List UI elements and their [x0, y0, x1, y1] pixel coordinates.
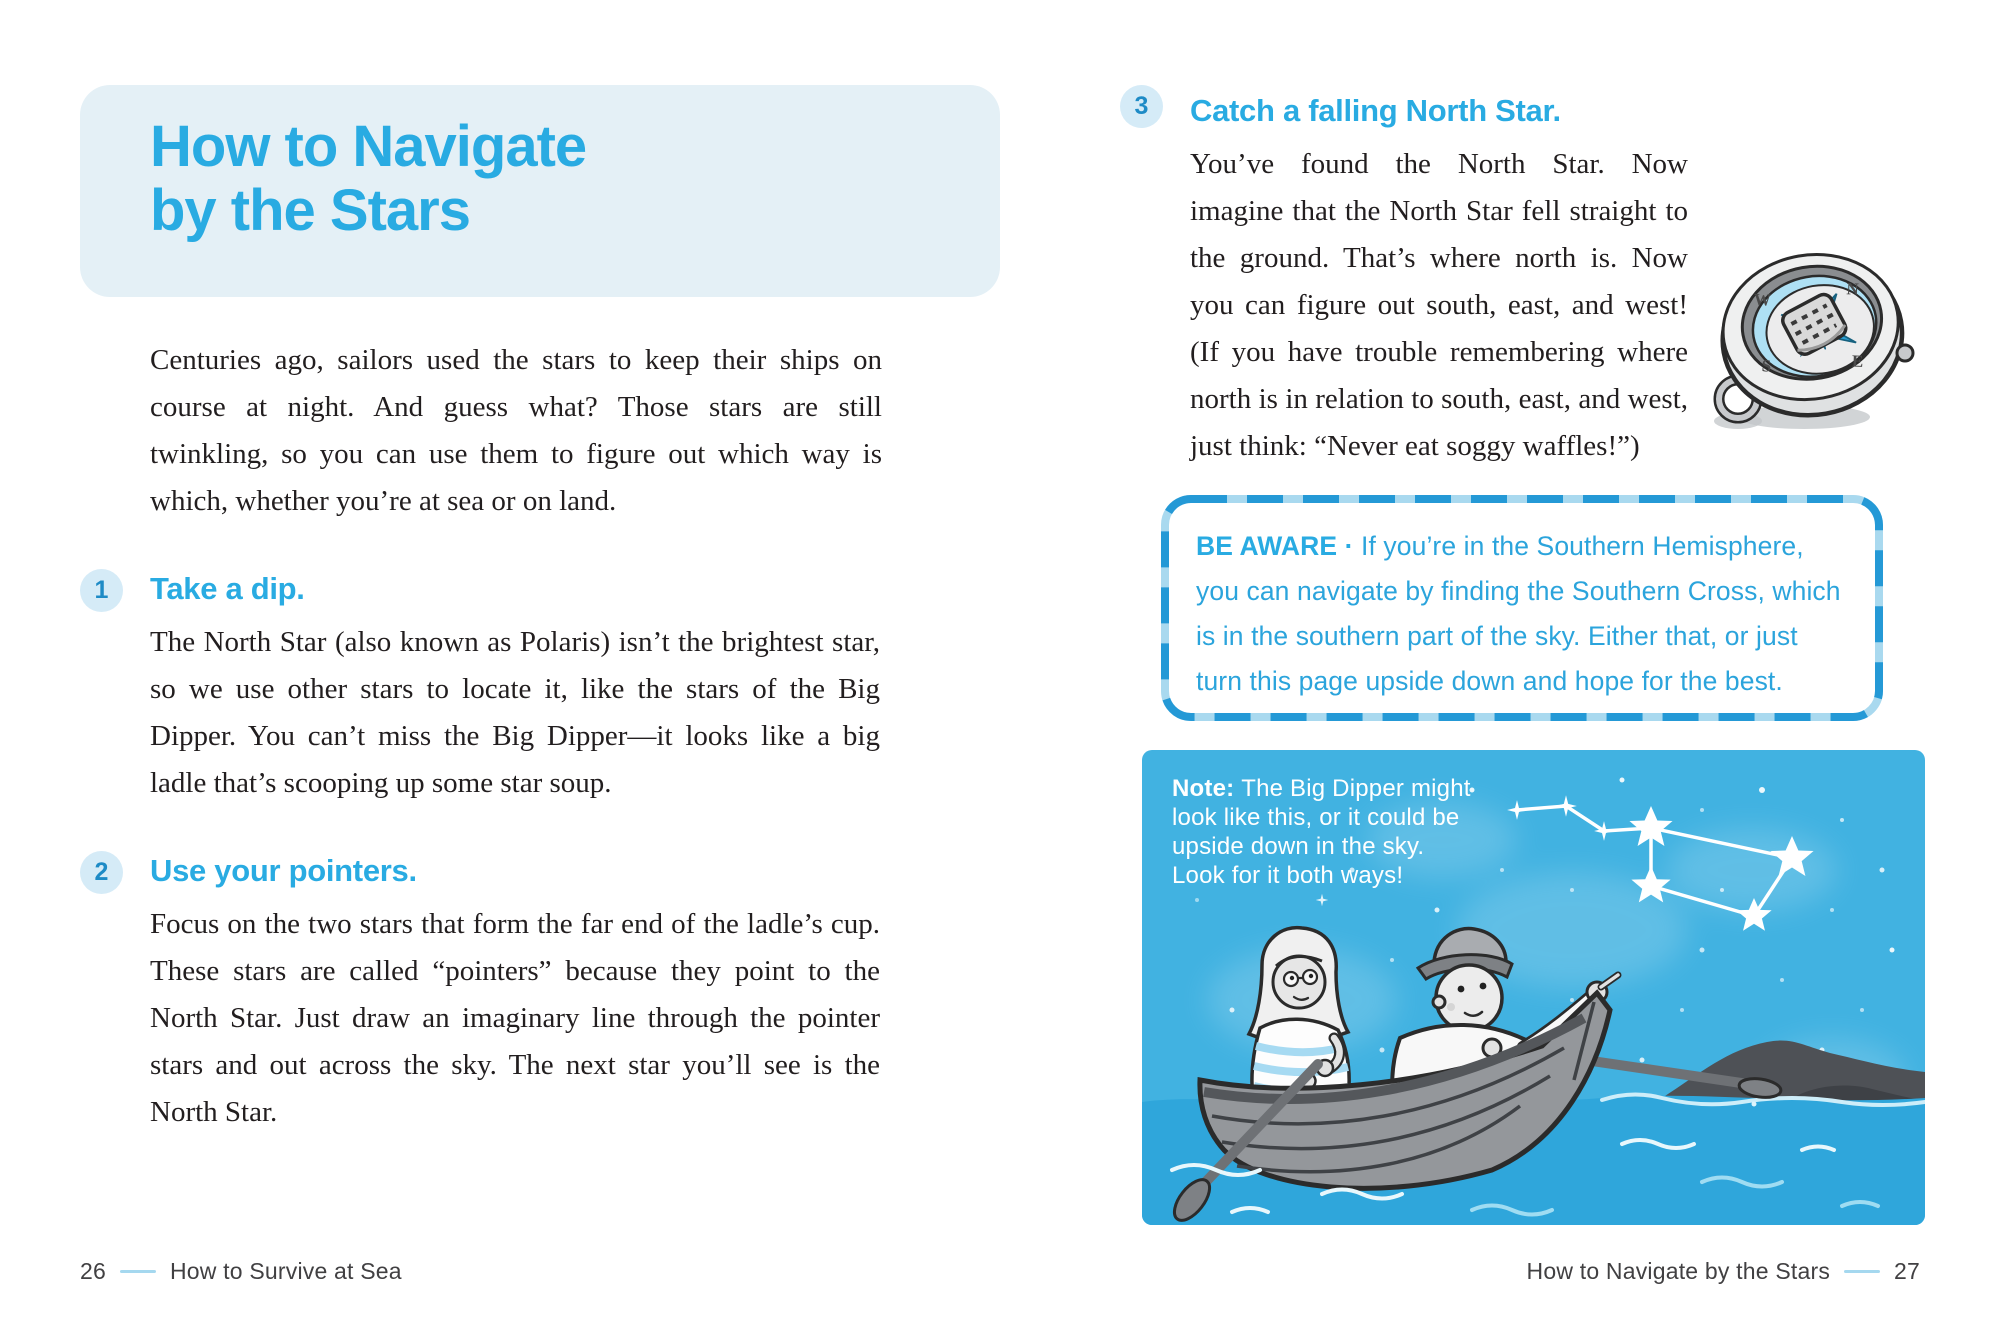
- compass-icon: [1702, 237, 1920, 435]
- step-1-body: The North Star (also known as Polaris) isn’t the brightest star, so we use other stars to locate it, like the stars of the Big Dipper. You can’t miss the Big Dipper—it looks like a big ladle that’s scooping up some star soup.: [150, 626, 880, 799]
- step-2-heading: Use your pointers.: [150, 853, 417, 888]
- be-aware-label: BE AWARE: [1196, 531, 1345, 561]
- chapter-title-line2: by the Stars: [150, 178, 470, 243]
- book-title: How to Survive at Sea: [169, 1258, 402, 1284]
- left-page-number: 26: [80, 1258, 106, 1284]
- intro-paragraph: Centuries ago, sailors used the stars to keep their ships on course at night. And guess what? Those stars are still twinkling, so you can use them to figure out which way is which, whether you’re at sea or on land.: [150, 344, 882, 517]
- step-1-number-badge: 1: [80, 569, 123, 612]
- note-label: Note:: [1172, 775, 1242, 802]
- be-aware-callout: [1160, 494, 1884, 722]
- step-1-heading: Take a dip.: [150, 571, 305, 606]
- compass-illustration: [1702, 237, 1920, 435]
- note-text: The Big Dipper might look like this, or it could be upside down in the sky. Look for it both ways!: [1172, 775, 1471, 889]
- chapter-title-footer: How to Navigate by the Stars: [1526, 1258, 1831, 1284]
- step-2-body: Focus on the two stars that form the far end of the ladle’s cup. These stars are called “pointers” because they point to the North Star. Just draw an imaginary line through the pointer stars and out across the sky. The next star you’ll see is the North Star.: [150, 908, 880, 1128]
- left-page: [80, 85, 1000, 1136]
- be-aware-separator: ·: [1344, 531, 1362, 561]
- night-sky-rowboat-illustration: [1142, 750, 1925, 1225]
- step-3-body-paragraph: [1190, 141, 1920, 470]
- footer-dash: [120, 1270, 156, 1273]
- step-1: [80, 569, 1000, 807]
- right-page-number: 27: [1894, 1258, 1920, 1284]
- compass-letter-n: N: [1846, 279, 1860, 299]
- left-page-footer: [80, 1258, 402, 1285]
- compass-letter-w: W: [1753, 289, 1772, 310]
- right-page: [1120, 85, 1926, 1225]
- step-3-heading: Catch a falling North Star.: [1190, 93, 1561, 128]
- step-2-number-badge: 2: [80, 851, 123, 894]
- chapter-title-line1: How to Navigate: [150, 114, 587, 179]
- be-aware-text: [1196, 524, 1850, 704]
- step-3: [1120, 85, 1926, 470]
- footer-dash: [1844, 1270, 1880, 1273]
- chapter-title: [150, 115, 1000, 243]
- step-2: [80, 851, 1000, 1136]
- right-page-footer: [1527, 1258, 1920, 1285]
- chapter-title-block: [80, 85, 1000, 297]
- be-aware-body: If you’re in the Southern Hemisphere, you can navigate by finding the Southern Cross, which is in the southern part of the sky. Either that, or just turn this page upside down and hope for the best.: [1196, 531, 1841, 696]
- compass-letter-e: E: [1851, 351, 1864, 371]
- step-3-number-badge: 3: [1120, 85, 1163, 128]
- compass-letter-s: S: [1761, 356, 1772, 376]
- illustration-note: [1172, 774, 1482, 890]
- step-3-body: You’ve found the North Star. Now imagine that the North Star fell straight to the ground. That’s where north is. Now you can figure out south, east, and west! (If you have trouble remembering where north is in relation to south, east, and west, just think: “Never eat soggy waffles!”): [1190, 148, 1688, 462]
